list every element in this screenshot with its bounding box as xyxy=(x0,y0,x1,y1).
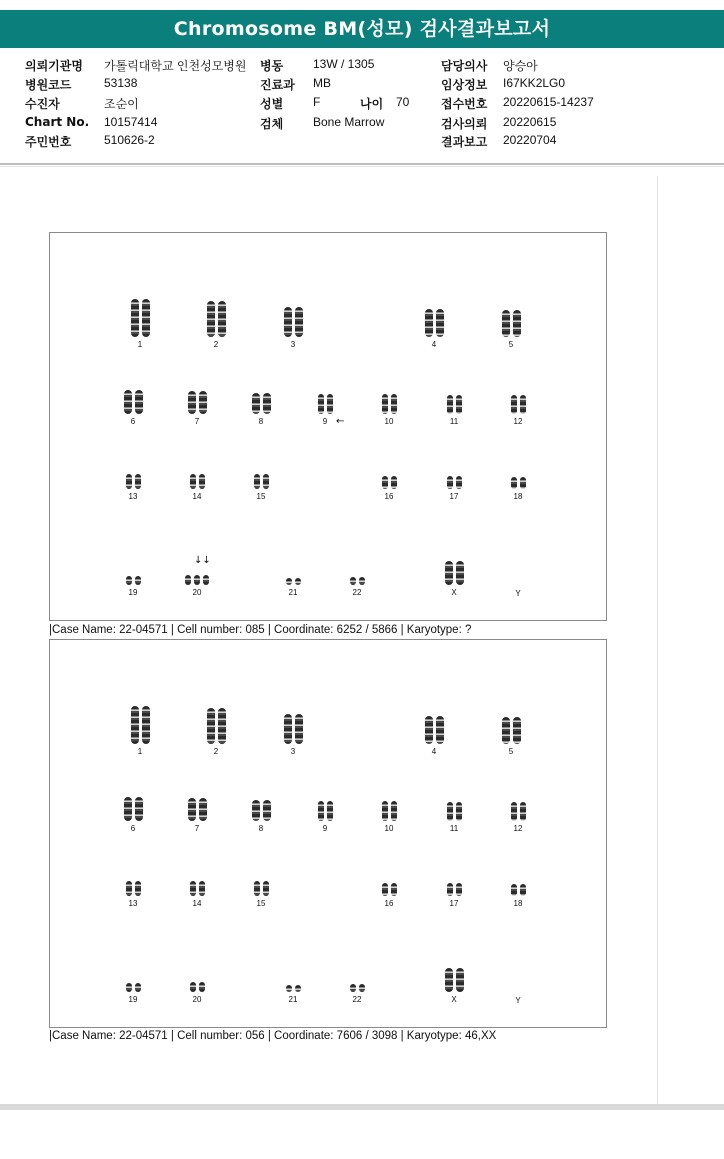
info-label: Chart No. xyxy=(25,115,90,129)
chromosome xyxy=(131,706,139,744)
chromosome-label: 14 xyxy=(192,899,202,908)
chromosome-pair xyxy=(493,884,543,908)
arrow-down-icon: ↓↓ xyxy=(194,555,211,566)
chromosome-label: 4 xyxy=(431,747,437,756)
chromosome xyxy=(126,474,132,489)
chromosome-pair xyxy=(268,985,318,1004)
chromosome-pair xyxy=(429,395,479,426)
chromosome xyxy=(327,394,333,414)
chromosome xyxy=(513,310,521,337)
chromosome xyxy=(190,474,196,489)
chromosome xyxy=(511,802,517,821)
chromosome xyxy=(194,575,200,585)
karyogram-panel-2 xyxy=(49,639,607,1028)
chromosome xyxy=(447,802,453,821)
chromosome xyxy=(218,708,226,744)
chromosome xyxy=(456,561,464,585)
chromosome xyxy=(199,391,207,414)
chromosome-label: 19 xyxy=(128,995,138,1004)
chromosome-label: 10 xyxy=(384,824,394,833)
info-label: 접수번호 xyxy=(441,97,488,111)
chromosome-pair xyxy=(172,982,222,1004)
chromosome-pair xyxy=(108,390,158,426)
chromosome xyxy=(456,968,464,992)
chromosome-pair xyxy=(236,881,286,908)
chromosome xyxy=(135,881,141,896)
chromosome xyxy=(350,577,356,585)
chromosome-label: 12 xyxy=(513,824,523,833)
info-label: 병원코드 xyxy=(25,78,72,92)
chromosome xyxy=(350,984,356,992)
chromosome-label: 6 xyxy=(130,824,136,833)
chromosome-label: 14 xyxy=(192,492,202,501)
karyogram-panel-1 xyxy=(49,232,607,621)
chromosome-label: 1 xyxy=(137,340,143,349)
info-label: 주민번호 xyxy=(25,135,72,149)
chromosome xyxy=(318,801,324,821)
info-value: Bone Marrow xyxy=(313,115,385,129)
chromosome xyxy=(511,477,517,489)
chromosome-pair xyxy=(364,394,414,426)
chromosome xyxy=(254,474,260,489)
chromosome xyxy=(382,883,388,896)
chromosome-pair xyxy=(115,299,165,349)
chromosome-label: 17 xyxy=(449,899,459,908)
chromosome-pair xyxy=(332,577,382,597)
chromosome-label: X xyxy=(451,995,457,1004)
chromosome xyxy=(520,802,526,821)
chromosome-label: 1 xyxy=(137,747,143,756)
chromosome xyxy=(359,984,365,992)
chromosome xyxy=(391,801,397,821)
chromosome xyxy=(142,706,150,744)
chromosome-pair xyxy=(364,883,414,908)
chromosome xyxy=(456,476,462,489)
chromosome xyxy=(511,395,517,414)
chromosome xyxy=(502,717,510,744)
chromosome xyxy=(456,883,462,896)
chromosome xyxy=(126,983,132,992)
chromosome-label: 5 xyxy=(508,340,514,349)
chromosome xyxy=(263,800,271,821)
chromosome xyxy=(425,716,433,744)
chromosome xyxy=(520,395,526,414)
chromosome xyxy=(391,394,397,414)
chromosome-label: 2 xyxy=(213,340,219,349)
chromosome xyxy=(199,881,205,896)
chromosome xyxy=(135,983,141,992)
info-value: 조순이 xyxy=(104,97,139,111)
chromosome xyxy=(126,881,132,896)
chromosome xyxy=(188,798,196,821)
chromosome xyxy=(126,576,132,585)
chromosome-label: 21 xyxy=(288,588,298,597)
chromosome-pair xyxy=(191,708,241,756)
info-label: 검체 xyxy=(260,117,284,131)
chromosome xyxy=(295,578,301,585)
chromosome-pair xyxy=(429,802,479,833)
chromosome-label: 13 xyxy=(128,492,138,501)
chromosome-pair xyxy=(300,801,350,833)
chromosome xyxy=(436,309,444,337)
header-divider-shadow xyxy=(0,166,724,167)
arrow-left-icon: ← xyxy=(336,416,345,427)
chromosome xyxy=(252,393,260,414)
chromosome-pair xyxy=(486,717,536,756)
chromosome xyxy=(445,561,453,585)
chromosome-label: Y xyxy=(515,996,521,1005)
chromosome xyxy=(391,476,397,489)
chromosome xyxy=(207,301,215,337)
chromosome-label: 8 xyxy=(258,417,264,426)
chromosome xyxy=(520,477,526,489)
info-value: 20220704 xyxy=(503,133,557,147)
chromosome-label: 15 xyxy=(256,899,266,908)
chromosome-label: 2 xyxy=(213,747,219,756)
chromosome-pair xyxy=(268,714,318,756)
chromosome-label: 12 xyxy=(513,417,523,426)
info-value: 20220615 xyxy=(503,115,557,129)
chromosome-label: 17 xyxy=(449,492,459,501)
chromosome xyxy=(511,884,517,896)
chromosome xyxy=(199,982,205,992)
chromosome xyxy=(327,801,333,821)
chromosome-label: 3 xyxy=(290,340,296,349)
info-label: 병동 xyxy=(260,59,284,73)
chromosome-pair xyxy=(236,474,286,501)
chromosome xyxy=(456,395,462,414)
chromosome-label: 9 xyxy=(322,824,328,833)
chromosome xyxy=(447,883,453,896)
chromosome-pair xyxy=(108,474,158,501)
chromosome xyxy=(199,798,207,821)
chromosome-pair xyxy=(364,476,414,501)
chromosome-pair xyxy=(493,992,543,1005)
chromosome-pair xyxy=(108,983,158,1004)
chromosome-pair xyxy=(172,474,222,501)
info-value: F xyxy=(313,95,321,109)
chromosome xyxy=(318,394,324,414)
chromosome xyxy=(252,800,260,821)
chromosome-label: 6 xyxy=(130,417,136,426)
info-value: 13W / 1305 xyxy=(313,57,375,71)
chromosome-label: 19 xyxy=(128,588,138,597)
chromosome xyxy=(391,883,397,896)
chromosome xyxy=(359,577,365,585)
chromosome-label: 22 xyxy=(352,995,362,1004)
chromosome xyxy=(382,476,388,489)
chromosome-label: 3 xyxy=(290,747,296,756)
info-value: 10157414 xyxy=(104,115,158,129)
info-label: 의뢰기관명 xyxy=(25,59,83,73)
info-value: 양승아 xyxy=(503,59,538,73)
chromosome-pair xyxy=(493,802,543,833)
chromosome-pair xyxy=(236,393,286,426)
chromosome-pair xyxy=(172,881,222,908)
chromosome-pair xyxy=(236,800,286,833)
chromosome xyxy=(447,395,453,414)
info-value: 510626-2 xyxy=(104,133,155,147)
chromosome xyxy=(218,301,226,337)
chromosome-pair xyxy=(409,309,459,349)
chromosome-pair xyxy=(108,881,158,908)
patient-info xyxy=(0,54,724,154)
info-value: 20220615-14237 xyxy=(503,95,594,109)
chromosome xyxy=(502,310,510,337)
chromosome-label: Y xyxy=(515,589,521,598)
chromosome xyxy=(263,881,269,896)
chromosome xyxy=(445,968,453,992)
chromosome-pair xyxy=(108,797,158,833)
chromosome xyxy=(203,575,209,585)
chromosome-label: 5 xyxy=(508,747,514,756)
chromosome-label: 20 xyxy=(192,995,202,1004)
chromosome xyxy=(456,802,462,821)
chromosome-pair xyxy=(191,301,241,349)
chromosome-pair xyxy=(429,883,479,908)
chromosome-pair xyxy=(172,391,222,426)
chromosome xyxy=(425,309,433,337)
report-title: Chromosome BM(성모) 검사결과보고서 xyxy=(0,10,724,48)
chromosome xyxy=(185,575,191,585)
chromosome-label: 15 xyxy=(256,492,266,501)
chromosome-pair xyxy=(493,477,543,501)
chromosome-pair xyxy=(268,307,318,349)
chromosome-label: 16 xyxy=(384,899,394,908)
footer-divider xyxy=(0,1104,724,1110)
chromosome xyxy=(135,797,143,821)
info-value: 가톨릭대학교 인천성모병원 xyxy=(104,59,247,73)
chromosome-label: 18 xyxy=(513,492,523,501)
chromosome-pair xyxy=(429,476,479,501)
chromosome xyxy=(124,390,132,414)
chromosome-pair xyxy=(108,576,158,597)
info-label: 담당의사 xyxy=(441,59,488,73)
chromosome-label: 7 xyxy=(194,417,200,426)
chromosome-label: 16 xyxy=(384,492,394,501)
chromosome xyxy=(513,717,521,744)
chromosome xyxy=(284,714,292,744)
chromosome-label: 21 xyxy=(288,995,298,1004)
chromosome xyxy=(295,307,303,337)
chromosome-label: X xyxy=(451,588,457,597)
info-label: 임상정보 xyxy=(441,78,488,92)
karyogram-caption-1: |Case Name: 22-04571 | Cell number: 085 | Coordinate: 6252 / 5866 | Karyotype: ? xyxy=(49,624,472,636)
chromosome xyxy=(436,716,444,744)
chromosome xyxy=(382,394,388,414)
chromosome xyxy=(284,307,292,337)
chromosome-label: 22 xyxy=(352,588,362,597)
chromosome xyxy=(190,881,196,896)
chromosome xyxy=(447,476,453,489)
chromosome-pair xyxy=(172,575,222,597)
age-label: 나이 xyxy=(360,97,384,111)
chromosome-label: 4 xyxy=(431,340,437,349)
chromosome xyxy=(263,474,269,489)
info-value: 53138 xyxy=(104,76,138,90)
chromosome xyxy=(199,474,205,489)
chromosome-label: 10 xyxy=(384,417,394,426)
karyogram-caption-2: |Case Name: 22-04571 | Cell number: 056 | Coordinate: 7606 / 3098 | Karyotype: 46,XX xyxy=(49,1030,497,1042)
chromosome xyxy=(254,881,260,896)
chromosome xyxy=(135,474,141,489)
chromosome xyxy=(286,985,292,992)
info-value: MB xyxy=(313,76,331,90)
chromosome xyxy=(295,985,301,992)
chromosome-pair xyxy=(409,716,459,756)
chromosome-label: 9 xyxy=(322,417,328,426)
info-label: 수진자 xyxy=(25,97,60,111)
chromosome-pair xyxy=(115,706,165,756)
chromosome xyxy=(135,576,141,585)
chromosome-pair xyxy=(429,561,479,597)
info-label: 검사의뢰 xyxy=(441,117,488,131)
chromosome-pair xyxy=(486,310,536,349)
chromosome-label: 8 xyxy=(258,824,264,833)
chromosome-pair xyxy=(172,798,222,833)
chromosome xyxy=(131,299,139,337)
chromosome xyxy=(286,578,292,585)
info-label: 진료과 xyxy=(260,78,295,92)
chromosome-pair xyxy=(364,801,414,833)
chromosome-label: 11 xyxy=(449,417,459,426)
age-value: 70 xyxy=(396,95,410,109)
chromosome xyxy=(188,391,196,414)
info-value: I67KK2LG0 xyxy=(503,76,566,90)
chromosome xyxy=(124,797,132,821)
chromosome-label: 11 xyxy=(449,824,459,833)
header-divider xyxy=(0,163,724,165)
chromosome xyxy=(382,801,388,821)
chromosome-label: 13 xyxy=(128,899,138,908)
chromosome-label: 7 xyxy=(194,824,200,833)
chromosome xyxy=(295,714,303,744)
chromosome-label: 20 xyxy=(192,588,202,597)
chromosome xyxy=(190,982,196,992)
chromosome-pair xyxy=(332,984,382,1004)
info-label: 성별 xyxy=(260,97,284,111)
chromosome xyxy=(135,390,143,414)
info-label: 결과보고 xyxy=(441,135,488,149)
chromosome xyxy=(263,393,271,414)
chromosome-pair xyxy=(493,395,543,426)
chromosome-pair xyxy=(493,585,543,598)
chromosome-pair xyxy=(429,968,479,1004)
chromosome xyxy=(520,884,526,896)
chromosome-pair xyxy=(268,578,318,597)
chromosome xyxy=(207,708,215,744)
chromosome-label: 18 xyxy=(513,899,523,908)
chromosome xyxy=(142,299,150,337)
